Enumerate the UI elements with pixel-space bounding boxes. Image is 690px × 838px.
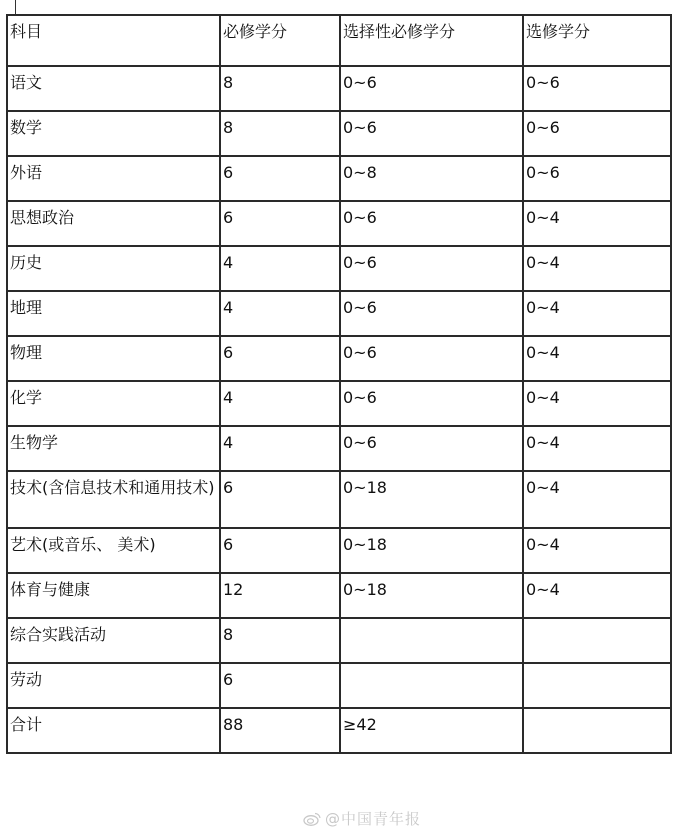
table-cell	[340, 663, 523, 708]
table-row	[7, 201, 671, 246]
table-cell: 6	[220, 201, 340, 246]
table-cell: 0~18	[340, 471, 523, 528]
table-cell: 0~4	[523, 381, 671, 426]
header-elective-required-credits: 选择性必修学分	[340, 15, 523, 66]
table-cell: 0~6	[340, 336, 523, 381]
table-cell: 6	[220, 156, 340, 201]
page-edge-mark	[15, 0, 16, 14]
table-cell: 0~4	[523, 528, 671, 573]
table-cell: 0~4	[523, 573, 671, 618]
table-cell: 化学	[7, 381, 220, 426]
table-cell: 6	[220, 471, 340, 528]
table-cell: 0~18	[340, 528, 523, 573]
table-cell: 12	[220, 573, 340, 618]
table-cell: 生物学	[7, 426, 220, 471]
watermark-text: @中国青年报	[325, 810, 422, 828]
table-cell	[340, 618, 523, 663]
table-row	[7, 708, 671, 753]
table-cell: 6	[220, 528, 340, 573]
table-cell: 0~6	[523, 156, 671, 201]
table-cell: 0~6	[340, 381, 523, 426]
table-cell: 劳动	[7, 663, 220, 708]
table-cell: 6	[220, 336, 340, 381]
table-row	[7, 111, 671, 156]
table-row	[7, 336, 671, 381]
table-cell: 0~6	[340, 66, 523, 111]
table-cell: 0~4	[523, 291, 671, 336]
table-row	[7, 426, 671, 471]
table-cell: 0~6	[340, 291, 523, 336]
table-cell: 历史	[7, 246, 220, 291]
table-cell: 0~4	[523, 426, 671, 471]
table-cell: 0~4	[523, 471, 671, 528]
table-cell: 语文	[7, 66, 220, 111]
header-elective-credits: 选修学分	[523, 15, 671, 66]
table-cell: 0~18	[340, 573, 523, 618]
table-row	[7, 471, 671, 528]
table-row	[7, 663, 671, 708]
table-cell: 0~4	[523, 336, 671, 381]
table-cell: 体育与健康	[7, 573, 220, 618]
table-header-row	[7, 15, 671, 66]
weibo-icon	[303, 812, 321, 826]
table-cell: 0~6	[523, 66, 671, 111]
table-cell: 0~8	[340, 156, 523, 201]
header-subject: 科目	[7, 15, 220, 66]
table-cell: 合计	[7, 708, 220, 753]
table-cell: 综合实践活动	[7, 618, 220, 663]
table-cell: 外语	[7, 156, 220, 201]
table-cell: 0~6	[340, 111, 523, 156]
table-cell: 8	[220, 66, 340, 111]
table-cell: 地理	[7, 291, 220, 336]
table-cell: 0~6	[523, 111, 671, 156]
table-cell: 0~4	[523, 246, 671, 291]
table-cell: ≥42	[340, 708, 523, 753]
table-cell: 6	[220, 663, 340, 708]
table-row	[7, 246, 671, 291]
table-cell	[523, 708, 671, 753]
table-row	[7, 618, 671, 663]
table-cell	[523, 618, 671, 663]
table-cell	[523, 663, 671, 708]
table-cell: 数学	[7, 111, 220, 156]
table-cell: 0~6	[340, 246, 523, 291]
table-cell: 4	[220, 291, 340, 336]
table-cell: 思想政治	[7, 201, 220, 246]
table-row	[7, 573, 671, 618]
table-row	[7, 66, 671, 111]
credits-table	[6, 14, 672, 754]
table-cell: 8	[220, 618, 340, 663]
table-cell: 0~4	[523, 201, 671, 246]
table-cell: 4	[220, 381, 340, 426]
table-cell: 0~6	[340, 426, 523, 471]
table-cell: 技术(含信息技术和通用技术)	[7, 471, 220, 528]
table-row	[7, 291, 671, 336]
watermark	[303, 808, 421, 829]
header-required-credits: 必修学分	[220, 15, 340, 66]
table-row	[7, 528, 671, 573]
table-cell: 8	[220, 111, 340, 156]
table-row	[7, 381, 671, 426]
table-cell: 4	[220, 426, 340, 471]
table-cell: 88	[220, 708, 340, 753]
table-cell: 0~6	[340, 201, 523, 246]
table-cell: 艺术(或音乐、 美术)	[7, 528, 220, 573]
table-row	[7, 156, 671, 201]
table-cell: 4	[220, 246, 340, 291]
table-cell: 物理	[7, 336, 220, 381]
